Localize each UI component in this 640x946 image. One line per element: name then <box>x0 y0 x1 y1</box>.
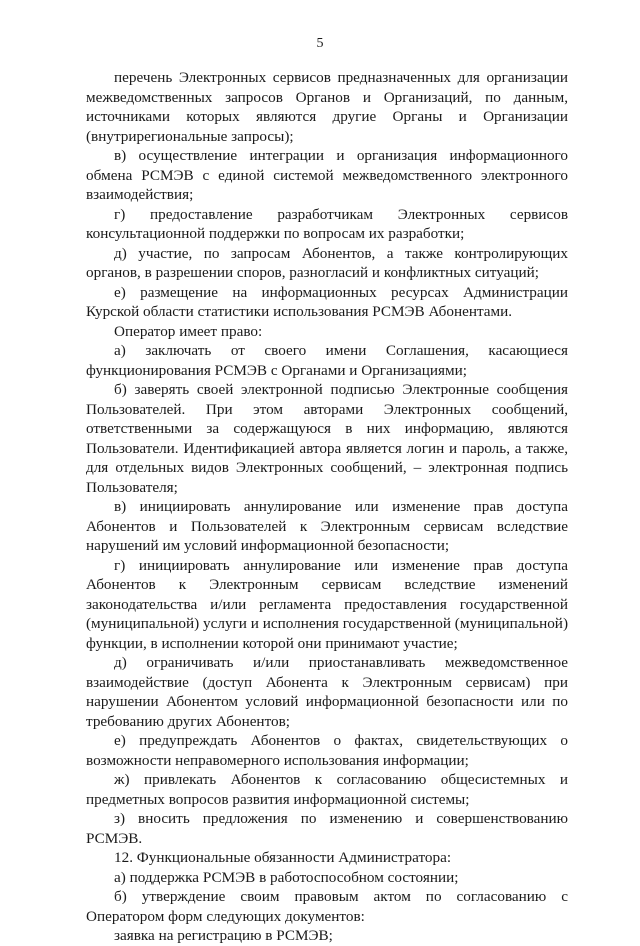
paragraph-right-v: в) инициировать аннулирование или изменение прав доступа Абонентов и Пользователей к Электронным сервисам вследствие нарушений им условий информационной безопасности; <box>86 498 568 554</box>
page-number: 5 <box>316 36 324 51</box>
paragraph-right-b: б) заверять своей электронной подписью Электронные сообщения Пользователей. При этом авторами Электронных сообщений, ответственными за содержащуюся в них информацию, являются Пользователи. Идентификацией автора является логин и пароль, а также, для отдельных видов Электронных сообщений, – электронная подпись Пользователя; <box>86 381 568 496</box>
paragraph-item-d-disputes: д) участие, по запросам Абонентов, а также контролирующих органов, в разрешении споров, разногласий и конфликтных ситуаций; <box>86 244 568 281</box>
section-12-heading: 12. Функциональные обязанности Администратора: <box>114 849 452 866</box>
paragraph-right-g: г) инициировать аннулирование или изменение прав доступа Абонентов к Электронным сервисам вследствие изменений законодательства и/или регламента предоставления государственной (муниципальной) услуги и исполнения государственной (муниципальной) функции, в исполнении которой они принимают участие; <box>86 556 568 652</box>
paragraph-duty-b: б) утверждение своим правовым актом по согласованию с Оператором форм следующих документов: <box>86 888 568 925</box>
paragraph-right-a: а) заключать от своего имени Соглашения, касающиеся функционирования РСМЭВ с Органами и Организациями; <box>86 342 568 379</box>
paragraph-item-g-consulting: г) предоставление разработчикам Электронных сервисов консультационной поддержки по вопросам их разработки; <box>86 205 568 242</box>
document-body <box>86 68 568 946</box>
paragraph-item-e-statistics: е) размещение на информационных ресурсах Администрации Курской области статистики использования РСМЭВ Абонентами. <box>86 283 568 320</box>
paragraph-services-list: перечень Электронных сервисов предназначенных для организации межведомственных запросов Органов и Организаций, по данным, источниками которых являются другие Органы и Организации (внутрирегиональные запросы); <box>86 69 568 145</box>
paragraph-right-z: з) вносить предложения по изменению и совершенствованию РСМЭВ. <box>86 810 568 847</box>
paragraph-registration-request: заявка на регистрацию в РСМЭВ; <box>114 927 333 944</box>
paragraph-right-d: д) ограничивать и/или приостанавливать межведомственное взаимодействие (доступ Абонента к Электронным сервисам) при нарушении Абонентом условий информационной безопасности или по требованию других Абонентов; <box>86 654 568 730</box>
paragraph-duty-a: а) поддержка РСМЭВ в работоспособном состоянии; <box>114 868 459 886</box>
paragraph-operator-rights-heading: Оператор имеет право: <box>114 322 263 340</box>
paragraph-right-zh: ж) привлекать Абонентов к согласованию общесистемных и предметных вопросов развития информационной системы; <box>86 771 568 808</box>
paragraph-right-e: е) предупреждать Абонентов о фактах, свидетельствующих о возможности неправомерного использования информации; <box>86 732 568 769</box>
paragraph-item-v-integration: в) осуществление интеграции и организация информационного обмена РСМЭВ с единой системой межведомственного электронного взаимодействия; <box>86 147 568 203</box>
